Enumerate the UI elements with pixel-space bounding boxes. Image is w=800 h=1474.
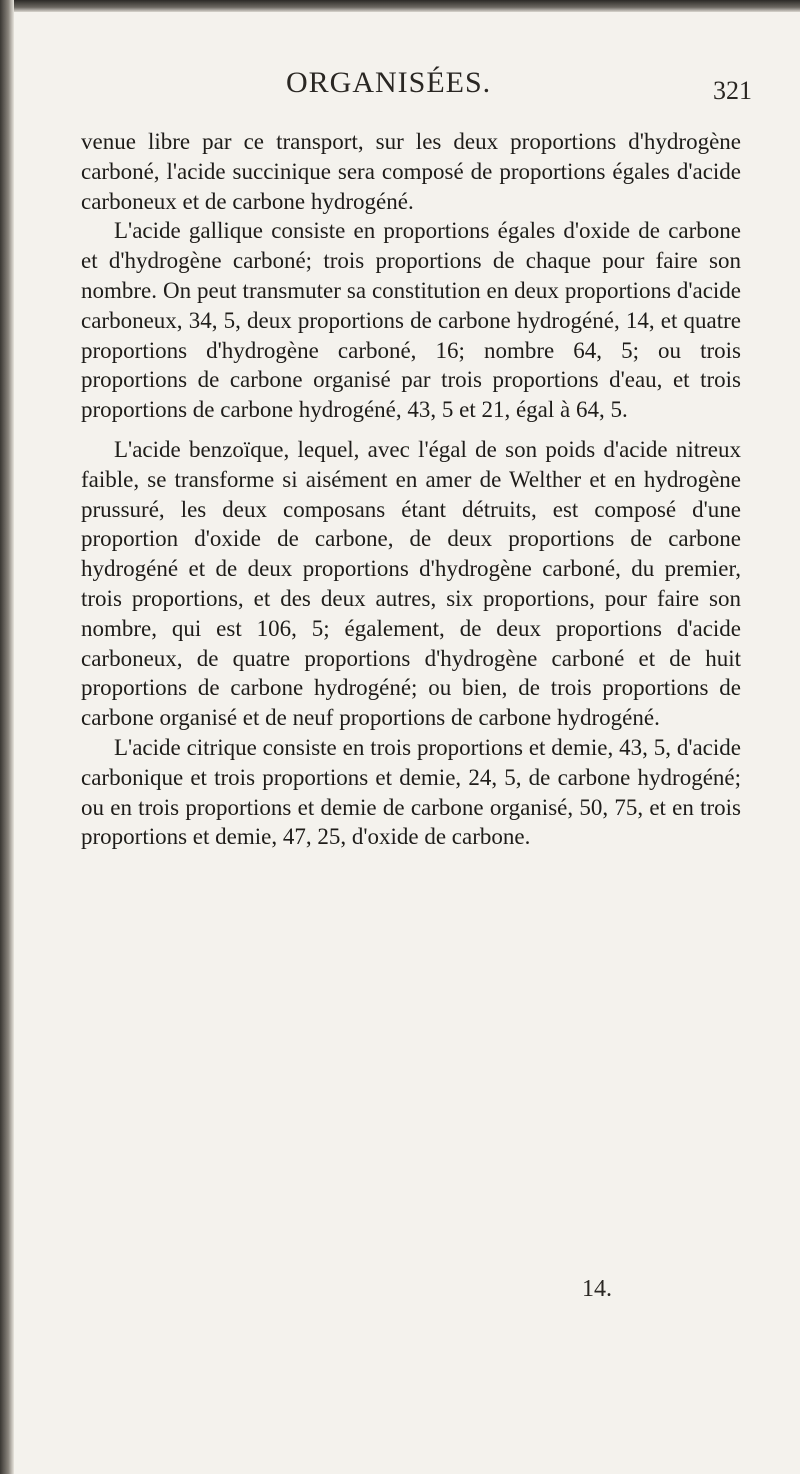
paragraph-acide-gallique: L'acide gallique consiste en proportions égales d'oxide de carbone et d'hydrogène carboné; trois proportions de chaque pour faire son nombre. On peut transmuter sa constitution en deux proportions d'acide carboneux, 34, 5, deux proportions de carbone hydrogéné, 14, et quatre proportions d'hydrogène carboné, 16; nombre 64, 5; ou trois proportions de carbone organisé par trois proportions d'eau, et trois proportions de carbone hydrogéné, 43, 5 et 21, égal à 64, 5. <box>81 218 741 423</box>
page-number: 321 <box>713 76 752 105</box>
paragraph-succinique: venue libre par ce transport, sur les deux proportions d'hydrogène carboné, l'acide succinique sera composé de proportions égales d'acide carboneux et de carbone hydrogéné. <box>81 129 741 214</box>
running-header <box>0 66 800 106</box>
paragraph-acide-citrique: L'acide citrique consiste en trois proportions et demie, 43, 5, d'acide carbonique et trois proportions et demie, 24, 5, de carbone hydrogéné; ou en trois proportions et demie de carbone organisé, 50, 75, et en trois proportions et demie, 47, 25, d'oxide de carbone. <box>81 734 741 850</box>
page-top-edge <box>0 0 800 12</box>
catchword: 14. <box>582 1276 612 1302</box>
page-binding-edge <box>0 0 14 1474</box>
body-text <box>81 127 741 852</box>
paragraph-acide-benzoique: L'acide benzoïque, lequel, avec l'égal de son poids d'acide nitreux faible, se transforme si aisément en amer de Welther et en hydrogène prussuré, les deux composans étant détruits, est composé d'une proportion d'oxide de carbone, de deux proportions de carbone hydrogéné et de deux proportions d'hydrogène carboné, du premier, trois proportions, et des deux autres, six proportions, pour faire son nombre, qui est 106, 5; également, de deux proportions d'acide carboneux, de quatre proportions d'hydrogène carboné et de huit proportions de carbone hydrogéné; ou bien, de trois proportions de carbone organisé et de neuf proportions de carbone hydrogéné. <box>81 436 741 731</box>
running-title: ORGANISÉES. <box>286 66 492 99</box>
